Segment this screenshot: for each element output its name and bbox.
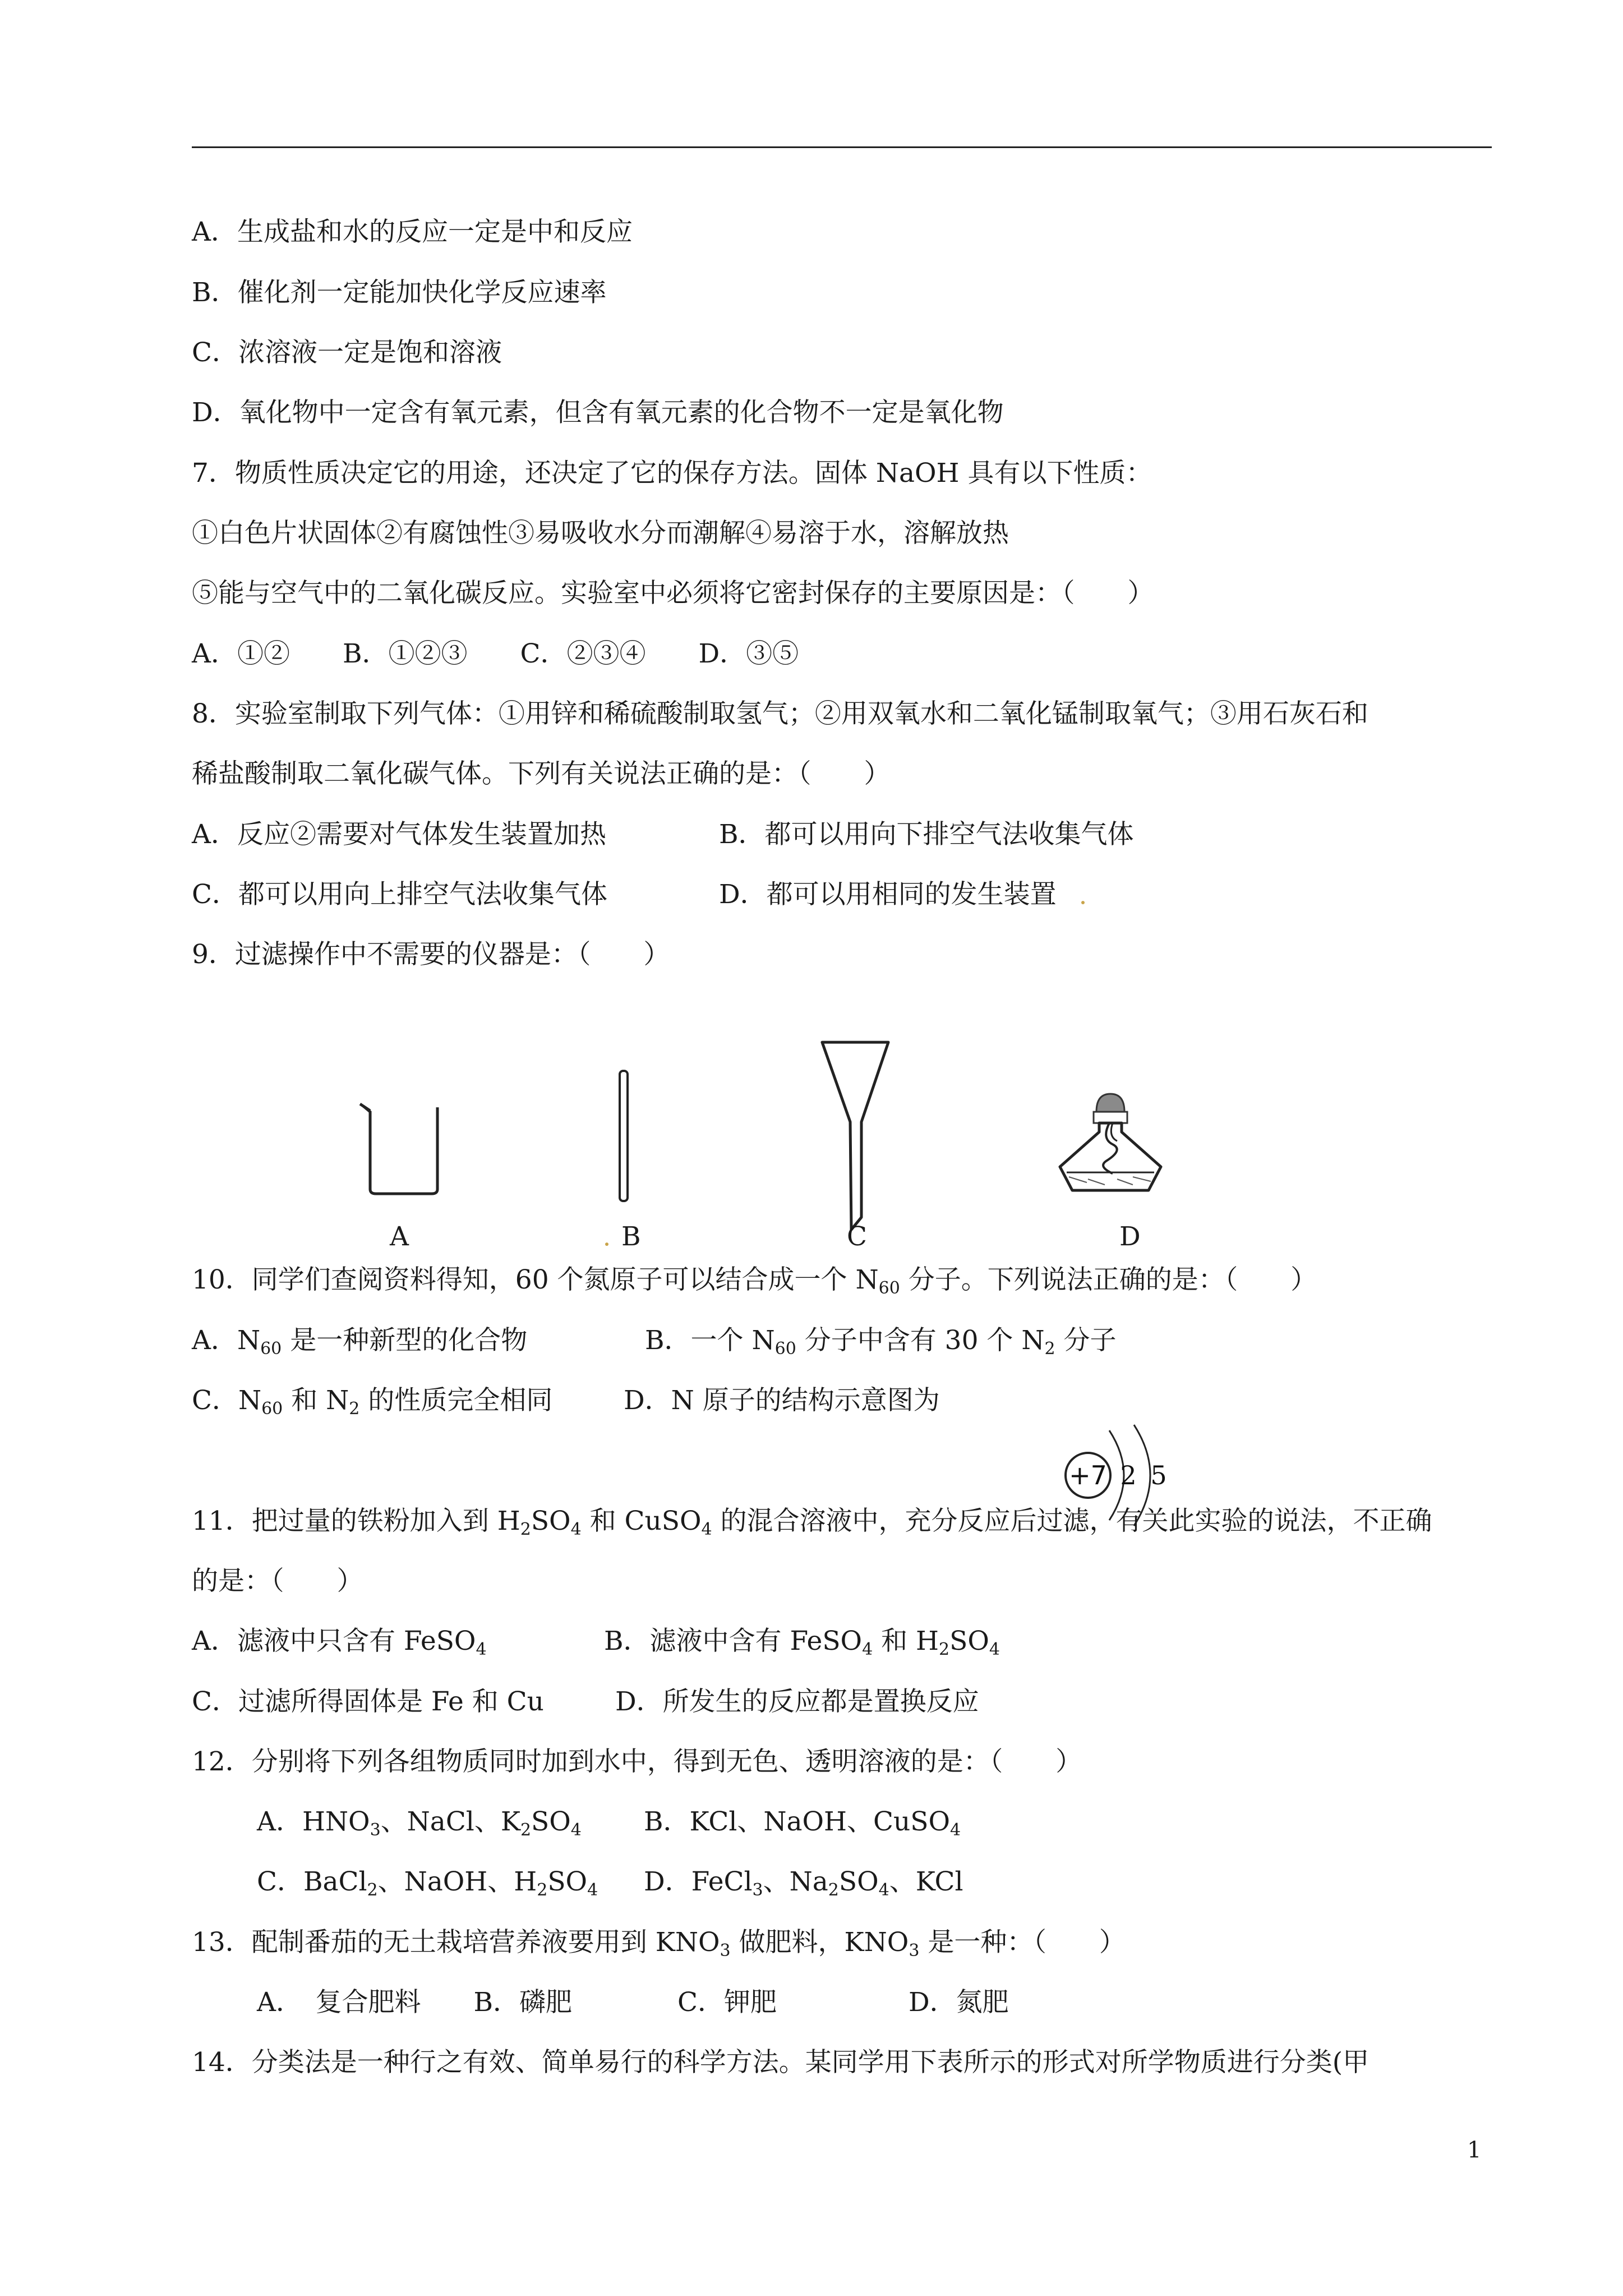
- question-13-options: A． 复合肥料 B．磷肥 C．钾肥 D．氮肥: [257, 1987, 1009, 2018]
- apparatus-label-c: C: [847, 1221, 867, 1252]
- option-c-q12: C．BaCl$_2$、NaOH、$H_2SO_4$: [257, 1866, 598, 1900]
- option-c-q8: C．都可以用向上排空气法收集气体: [192, 879, 607, 910]
- option-d-q6: D．氧化物中一定含有氧元素，但含有氧元素的化合物不一定是氧化物: [192, 397, 1004, 428]
- question-11-options-ab: [192, 1625, 1000, 1658]
- option-b-q10: B．一个 $N_{60}$ 分子中含有 30 个 $N_2$ 分子: [645, 1325, 1117, 1359]
- option-c-q6: C．浓溶液一定是饱和溶液: [192, 337, 502, 368]
- question-7-options: A．①② B．①②③ C．②③④ D．③⑤: [192, 638, 799, 669]
- question-10-options-cd: [192, 1384, 940, 1418]
- option-b-q6: B．催化剂一定能加快化学反应速率: [192, 277, 607, 308]
- option-d-q10: D．N 原子的结构示意图为: [624, 1385, 940, 1416]
- option-b-q11: B．滤液中含有 FeSO$_4$ 和 $H_2SO_4$: [604, 1626, 1000, 1659]
- question-8: 8．实验室制取下列气体：①用锌和稀硫酸制取氢气；②用双氧水和二氧化锰制取氧气；③用石灰石和: [192, 698, 1368, 729]
- option-b-q8: B．都可以用向下排空气法收集气体: [719, 819, 1134, 850]
- alcohol-lamp-icon: [1054, 1083, 1166, 1200]
- question-12-options-ab: [257, 1805, 961, 1839]
- stray-dot: [1081, 901, 1085, 904]
- header-rule: [192, 146, 1492, 148]
- question-10: 10．同学们查阅资料得知，60 个氮原子可以结合成一个 $N_{60}$ 分子。下列说法正确的是：（ ）: [192, 1264, 1317, 1298]
- option-d-q12: D．FeCl$_3$、$Na_2SO_4$、KCl: [644, 1866, 963, 1900]
- option-c-q10: C．$N_{60}$ 和 $N_2$ 的性质完全相同: [192, 1385, 553, 1419]
- question-11: 11．把过量的铁粉加入到 $H_2SO_4$ 和 CuSO$_4$ 的混合溶液中，充分反应后过滤，有关此实验的说法，不正确: [192, 1506, 1432, 1539]
- question-14: 14．分类法是一种行之有效、简单易行的科学方法。某同学用下表所示的形式对所学物质进行分类(甲: [192, 2047, 1370, 2078]
- question-8-options-cd: [192, 878, 1057, 912]
- option-a-q12: A．$HNO_3$、NaCl、$K_2SO_4$: [257, 1806, 582, 1840]
- option-d-q8: D．都可以用相同的发生装置: [719, 879, 1057, 910]
- option-a-q6: A．生成盐和水的反应一定是中和反应: [192, 217, 633, 247]
- apparatus-label-a: A: [390, 1221, 409, 1252]
- question-9: 9．过滤操作中不需要的仪器是：（ ）: [192, 939, 670, 970]
- shell-2-electrons: 5: [1150, 1460, 1167, 1490]
- question-7-properties: ①白色片状固体②有腐蚀性③易吸收水分而潮解④易溶于水，溶解放热: [192, 518, 1009, 549]
- apparatus-label-d: D: [1119, 1221, 1141, 1252]
- stray-dot-2: [605, 1243, 608, 1246]
- option-a-q10: A．$N_{60}$ 是一种新型的化合物: [192, 1325, 528, 1359]
- page-number: 1: [1467, 2137, 1482, 2163]
- apparatus-label-b: B: [621, 1221, 641, 1252]
- option-d-q11: D．所发生的反应都是置换反应: [615, 1686, 979, 1717]
- question-12: 12．分别将下列各组物质同时加到水中，得到无色、透明溶液的是：（ ）: [192, 1746, 1082, 1777]
- funnel-icon: [819, 1038, 892, 1234]
- question-11-stem: 的是：（ ）: [192, 1566, 363, 1596]
- option-c-q11: C．过滤所得固体是 Fe 和 Cu: [192, 1686, 544, 1717]
- question-13: 13．配制番茄的无土栽培营养液要用到 $KNO_3$ 做肥料，$KNO_3$ 是一种：（ ）: [192, 1927, 1126, 1961]
- beaker-icon: [353, 1099, 454, 1200]
- question-8-stem: 稀盐酸制取二氧化碳气体。下列有关说法正确的是：（ ）: [192, 758, 891, 789]
- question-11-options-cd: [192, 1685, 979, 1719]
- question-10-options-ab: [192, 1324, 1117, 1358]
- question-7: 7．物质性质决定它的用途，还决定了它的保存方法。固体 NaOH 具有以下性质：: [192, 458, 1152, 489]
- option-a-q8: A．反应②需要对气体发生装置加热: [192, 819, 606, 850]
- question-7-stem: ⑤能与空气中的二氧化碳反应。实验室中必须将它密封保存的主要原因是：（ ）: [192, 578, 1154, 609]
- nucleus-charge: +7: [1069, 1460, 1107, 1490]
- option-a-q11: A．滤液中只含有 FeSO$_4$: [192, 1626, 487, 1659]
- option-b-q12: B．KCl、NaOH、CuSO$_4$: [644, 1806, 961, 1840]
- question-12-options-cd: [257, 1865, 963, 1899]
- shell-1-electrons: 2: [1120, 1460, 1137, 1490]
- question-8-options-ab: [192, 818, 1134, 852]
- glass-rod-icon: [616, 1069, 633, 1203]
